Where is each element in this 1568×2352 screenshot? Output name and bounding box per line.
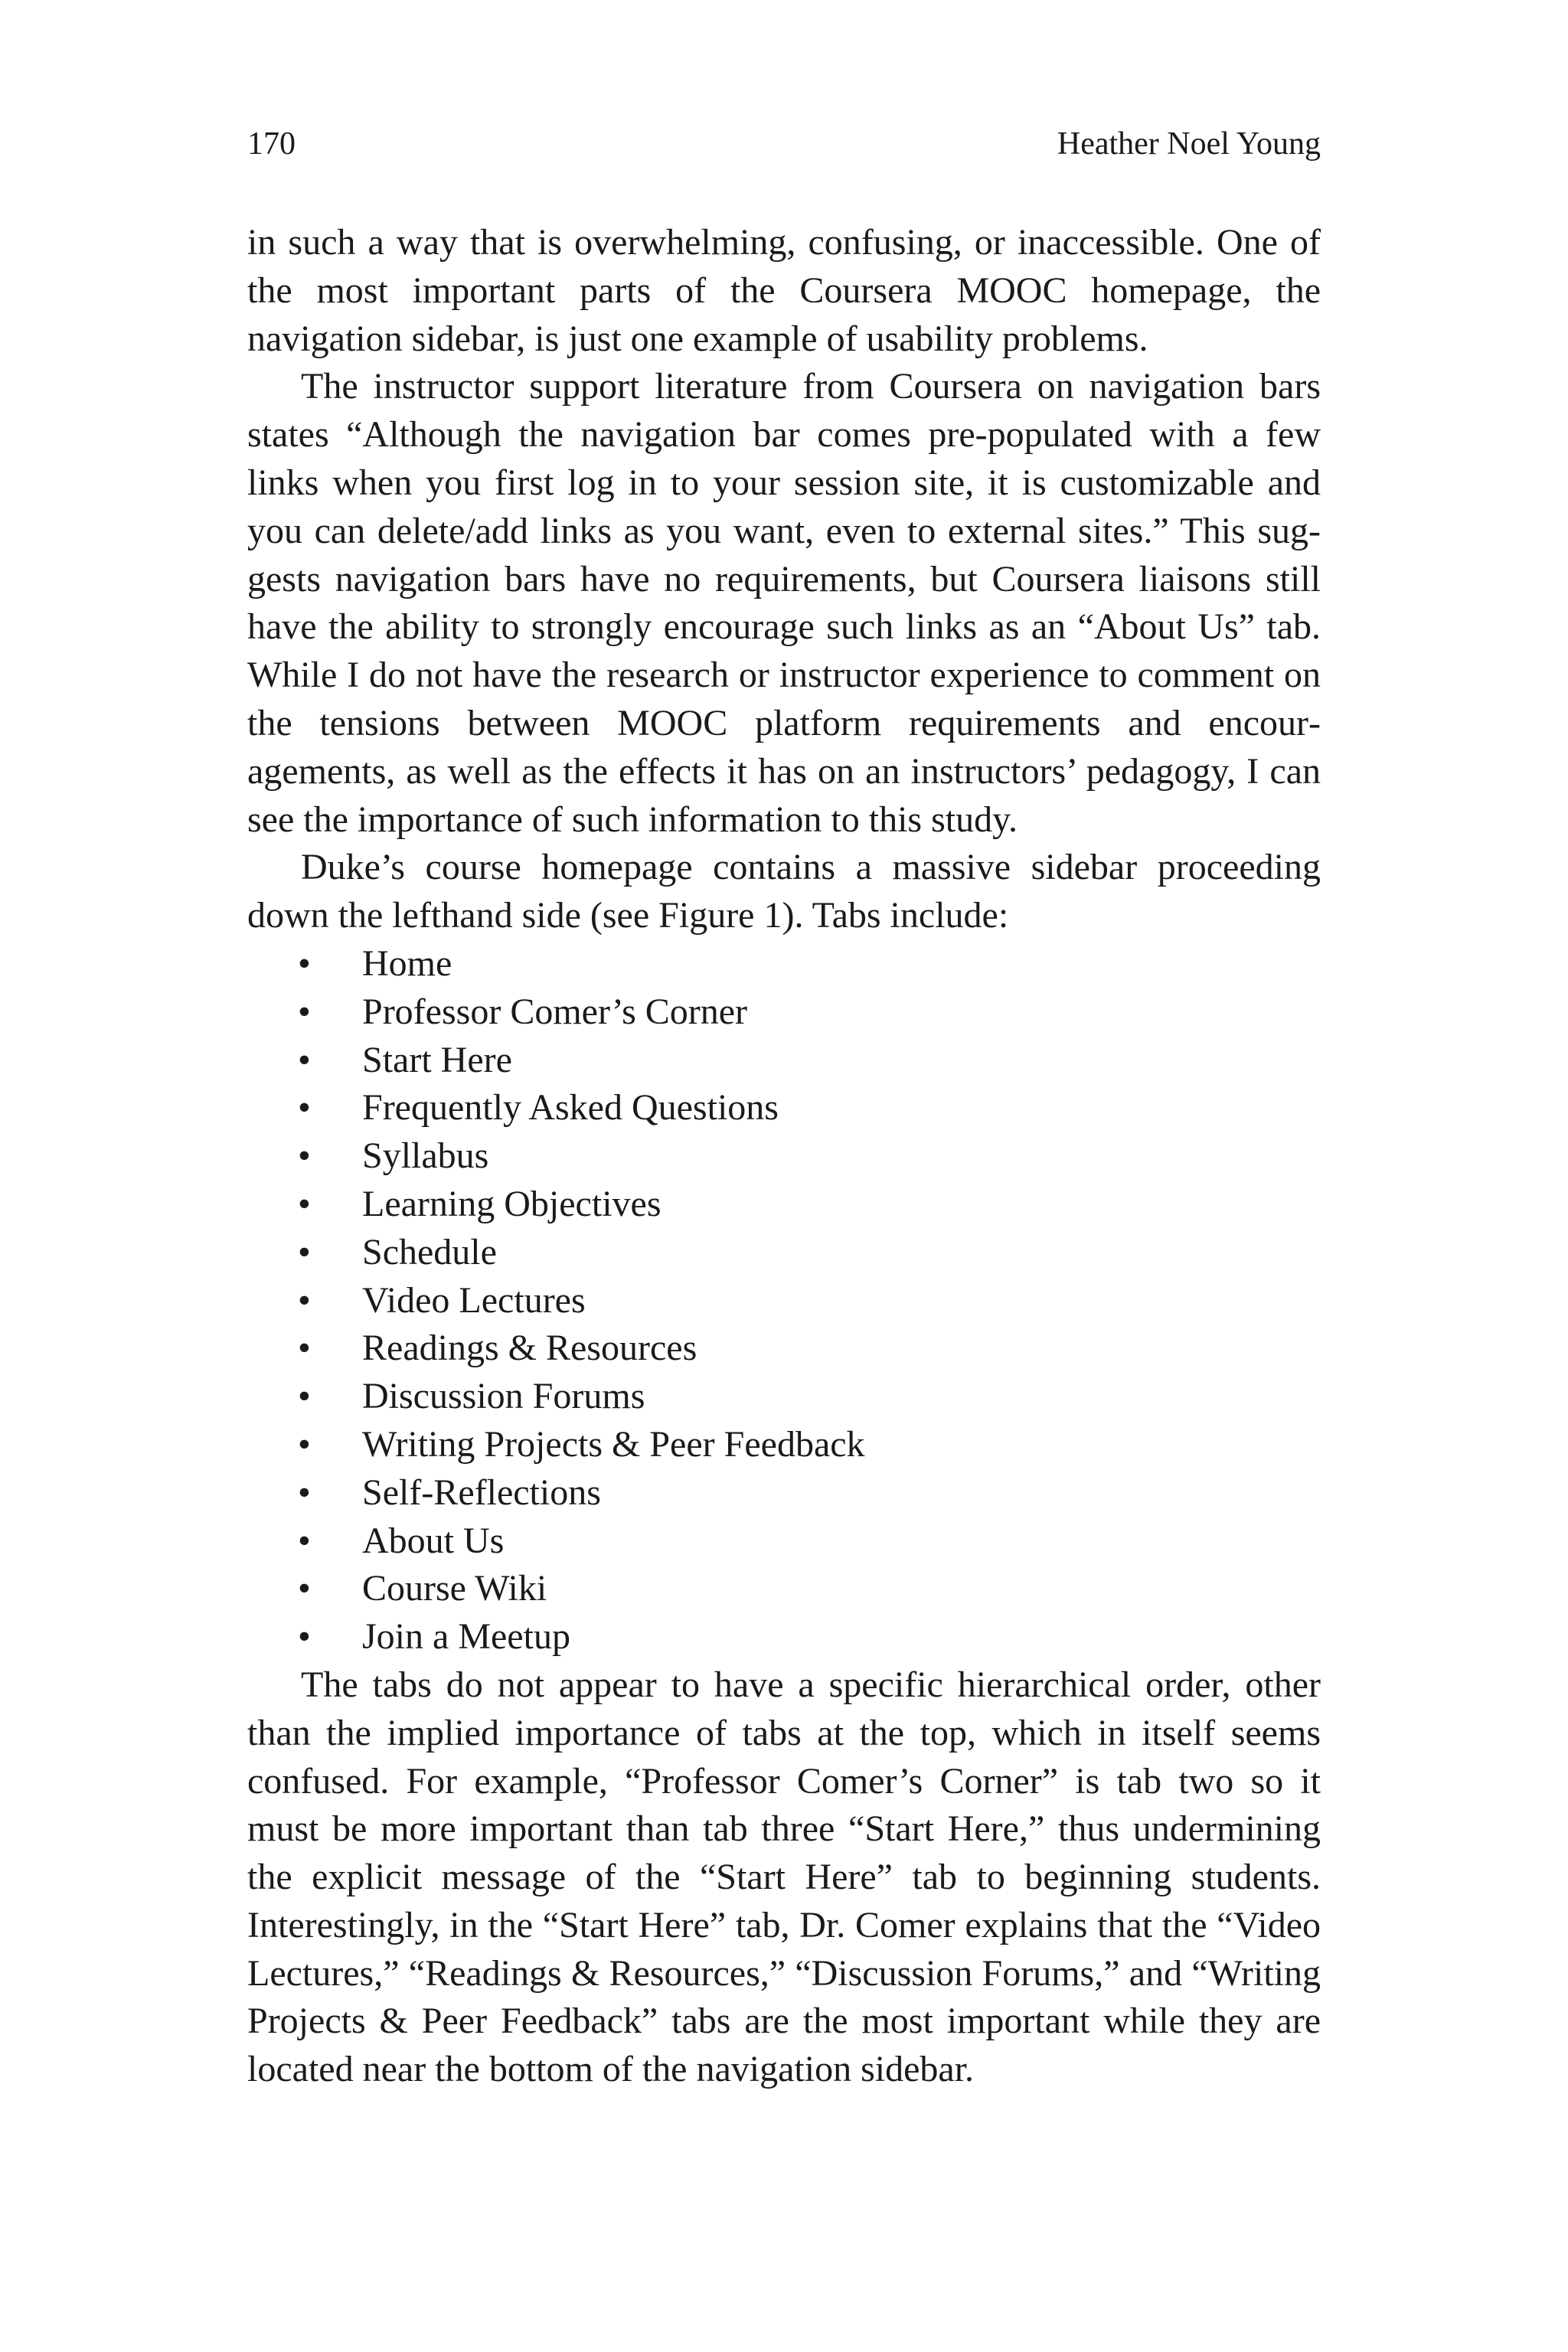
list-item [247,1565,1321,1613]
list-item-text: Writing Projects & Peer Feedback [362,1423,865,1465]
list-item-text: Syllabus [362,1135,489,1177]
bullet: • [298,1039,311,1080]
list-item [247,1229,1321,1277]
bullet: • [298,1328,311,1369]
bullet: • [298,1231,311,1272]
list-item [247,1469,1321,1517]
bullet: • [298,1472,311,1513]
list-item-text: Readings & Resources [362,1328,697,1369]
list-item [247,1373,1321,1421]
paragraph-3: Duke’s course homepage contains a massive sidebar proceeding down the lefthand side (see Figure 1). Tabs include: [247,847,1321,936]
body-text [247,219,1321,2094]
list-item [247,1181,1321,1229]
bullet: • [298,1376,311,1417]
list-item [247,1421,1321,1469]
bullet: • [298,1616,311,1658]
bullet: • [298,1423,311,1465]
list-item-text: Start Here [362,1039,512,1080]
bullet: • [298,1279,311,1321]
bullet: • [298,1183,311,1224]
list-item [247,1277,1321,1325]
list-item-text: Join a Meetup [362,1616,570,1658]
list-item [247,1132,1321,1181]
page-number: 170 [247,126,296,162]
list-item [247,1084,1321,1132]
bullet: • [298,991,311,1032]
list-item-text: Video Lectures [362,1279,586,1321]
list-item-text: Professor Comer’s Corner [362,991,748,1032]
list-item-text: Learning Objectives [362,1183,662,1224]
tab-list [247,940,1321,1661]
running-head [247,121,1321,167]
list-item-text: Discussion Forums [362,1376,645,1417]
bullet: • [298,1568,311,1609]
paragraph-2: The instructor support literature from Coursera on navigation bars states “Although the navigation bar comes pre-populated with a few links when you first log in to your session site, it is customizable and you can delete/add links as you want, even to external sites.” This suggests navigation bars have no requirements, but Coursera liaisons still have the ability to strongly encourage such links as an “About Us” tab. While I do not have the research or instructor experience to comment on the tensions between MOOC platform requirements and encouragements, as well as the effects it has on an instructors’ pedagogy, I can see the importance of such information to this study. [247,366,1321,840]
bullet: • [298,942,311,984]
list-item [247,988,1321,1037]
bullet: • [298,1520,311,1561]
paragraph-4: The tabs do not appear to have a specific hierarchical order, other than the implied importance of tabs at the top, which in itself seems confused. For example, “Professor Comer’s Corner” is tab two so it must be more important than tab three “Start Here,” thus undermining the explicit message of the “Start Here” tab to beginning students. Interestingly, in the “Start Here” tab, Dr. Comer explains that the “Video Lectures,” “Readings & Resources,” “Discussion Forums,” and “Writing Projects & Peer Feedback” tabs are the most important while they are located near the bottom of the navigation sidebar. [247,1664,1321,2090]
author-name: Heather Noel Young [1057,126,1321,162]
list-item-text: About Us [362,1520,505,1561]
list-item-text: Self-Reflections [362,1472,601,1513]
list-item [247,1325,1321,1373]
list-item [247,940,1321,988]
bullet: • [298,1087,311,1129]
list-item [247,1517,1321,1566]
list-item-text: Schedule [362,1231,497,1272]
list-item-text: Course Wiki [362,1568,547,1609]
list-item-text: Frequently Asked Questions [362,1087,779,1129]
list-item [247,1613,1321,1661]
bullet: • [298,1135,311,1177]
list-item-text: Home [362,942,452,984]
paragraph-1: in such a way that is overwhelming, confusing, or inaccessible. One of the most important parts of the Coursera MOOC homepage, the navigation sidebar, is just one example of usability problems. [247,222,1321,359]
list-item [247,1037,1321,1085]
